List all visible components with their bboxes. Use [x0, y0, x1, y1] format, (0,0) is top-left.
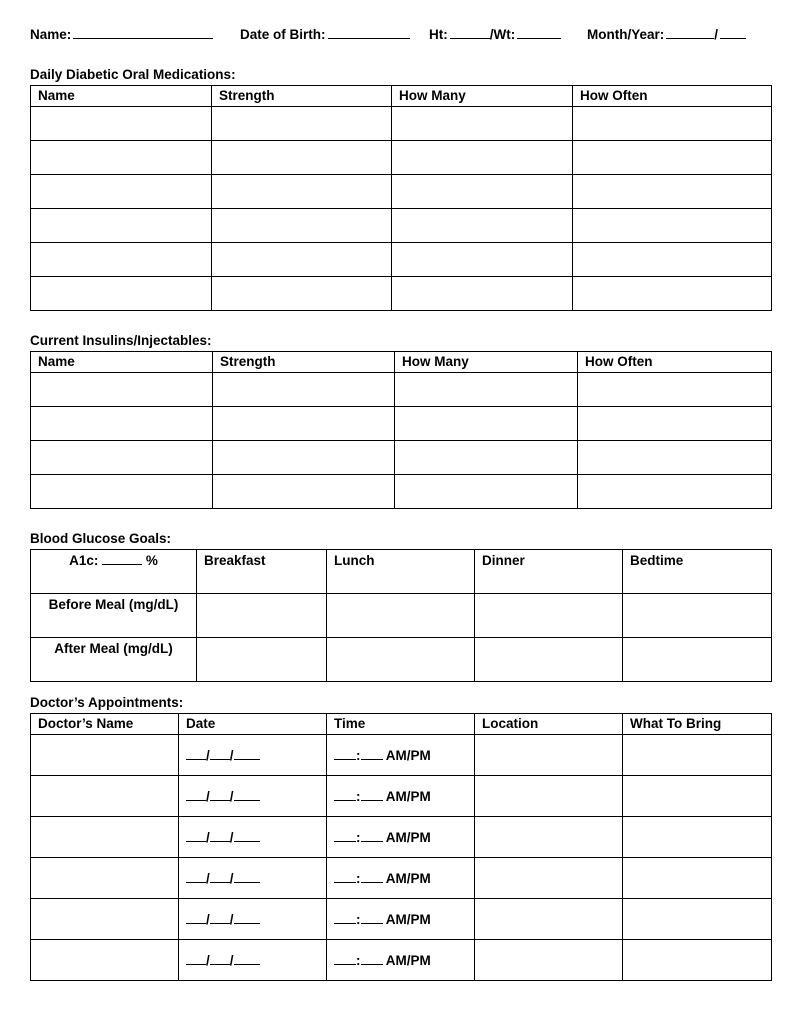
time-cell[interactable] [327, 899, 475, 940]
table-cell[interactable] [578, 373, 772, 407]
date-separator: / [229, 911, 234, 927]
month-blank[interactable] [186, 872, 206, 883]
table-row [31, 107, 772, 141]
table-row [31, 594, 772, 638]
year-blank[interactable] [234, 872, 260, 883]
insulins-table [30, 351, 772, 509]
table-row [31, 776, 772, 817]
table-row [31, 373, 772, 407]
wt-label: /Wt: [489, 27, 516, 42]
table-cell[interactable] [395, 407, 578, 441]
ampm-label: AM/PM [385, 911, 431, 927]
day-blank[interactable] [210, 831, 230, 842]
table-row [31, 899, 772, 940]
table-header-row [31, 352, 772, 373]
table-cell[interactable] [197, 638, 327, 682]
date-cell[interactable] [179, 776, 327, 817]
table-cell[interactable] [31, 817, 179, 858]
column-header: Doctor’s Name [31, 714, 179, 735]
table-cell[interactable] [392, 107, 573, 141]
year-blank[interactable] [234, 954, 260, 965]
ampm-label: AM/PM [385, 952, 431, 968]
column-header: Breakfast [197, 550, 327, 594]
table-cell[interactable] [578, 441, 772, 475]
day-blank[interactable] [210, 749, 230, 760]
table-cell[interactable] [475, 594, 623, 638]
oral-meds-table [30, 85, 772, 311]
column-header: Dinner [475, 550, 623, 594]
table-row [31, 441, 772, 475]
time-cell[interactable] [327, 858, 475, 899]
date-cell[interactable] [179, 899, 327, 940]
time-separator: : [356, 747, 361, 763]
month-blank[interactable] [186, 954, 206, 965]
column-header: Name [31, 86, 212, 107]
date-separator: / [229, 829, 234, 845]
table-cell[interactable] [212, 141, 392, 175]
table-cell[interactable] [31, 209, 212, 243]
year-blank[interactable] [234, 913, 260, 924]
time-separator: : [356, 911, 361, 927]
hour-blank[interactable] [334, 954, 356, 965]
hour-blank[interactable] [334, 790, 356, 801]
date-separator: / [206, 747, 210, 763]
dob-field[interactable] [240, 26, 410, 42]
table-row [31, 735, 772, 776]
table-header-row [31, 550, 772, 594]
table-cell[interactable] [475, 817, 623, 858]
minute-blank[interactable] [361, 749, 383, 760]
hour-blank[interactable] [334, 913, 356, 924]
ht-label: Ht: [429, 27, 448, 42]
date-separator: / [229, 952, 234, 968]
table-row [31, 277, 772, 311]
table-cell[interactable] [578, 407, 772, 441]
ampm-label: AM/PM [385, 829, 431, 845]
table-header-row [31, 86, 772, 107]
insulins-title: Current Insulins/Injectables: [30, 333, 212, 348]
minute-blank[interactable] [361, 872, 383, 883]
column-header: How Many [392, 86, 573, 107]
a1c-label: A1c: [69, 553, 99, 568]
table-cell[interactable] [573, 107, 772, 141]
table-cell[interactable] [623, 940, 772, 981]
table-cell[interactable] [31, 175, 212, 209]
year-blank[interactable] [234, 749, 260, 760]
column-header: What To Bring [623, 714, 772, 735]
table-row [31, 407, 772, 441]
table-cell[interactable] [31, 107, 212, 141]
time-separator: : [356, 788, 361, 804]
table-cell[interactable] [395, 373, 578, 407]
table-cell[interactable] [31, 735, 179, 776]
date-separator: / [229, 747, 234, 763]
date-separator: / [229, 870, 234, 886]
table-cell[interactable] [392, 209, 573, 243]
column-header: How Many [395, 352, 578, 373]
hour-blank[interactable] [334, 831, 356, 842]
day-blank[interactable] [210, 790, 230, 801]
table-row [31, 141, 772, 175]
date-cell[interactable] [179, 817, 327, 858]
month-blank[interactable] [186, 749, 206, 760]
day-blank[interactable] [210, 913, 230, 924]
table-cell[interactable] [395, 475, 578, 509]
time-cell[interactable] [327, 735, 475, 776]
ht-blank[interactable] [450, 26, 490, 39]
table-row [31, 243, 772, 277]
month-blank[interactable] [666, 26, 714, 39]
table-row [31, 475, 772, 509]
table-cell[interactable] [31, 858, 179, 899]
a1c-cell[interactable] [31, 550, 197, 594]
table-cell[interactable] [475, 899, 623, 940]
column-header: Bedtime [623, 550, 772, 594]
wt-blank[interactable] [517, 26, 561, 39]
row-label-after-meal: After Meal (mg/dL) [31, 638, 197, 682]
table-header-row [31, 714, 772, 735]
table-cell[interactable] [213, 441, 395, 475]
table-cell[interactable] [31, 441, 213, 475]
date-cell[interactable] [179, 940, 327, 981]
time-separator: : [356, 952, 361, 968]
table-row [31, 175, 772, 209]
ampm-label: AM/PM [385, 788, 431, 804]
column-header: How Often [573, 86, 772, 107]
time-separator: : [356, 829, 361, 845]
column-header: Name [31, 352, 213, 373]
percent-label: % [145, 553, 158, 568]
table-cell[interactable] [573, 141, 772, 175]
hour-blank[interactable] [334, 749, 356, 760]
table-cell[interactable] [623, 594, 772, 638]
table-cell[interactable] [573, 175, 772, 209]
name-blank[interactable] [73, 26, 213, 39]
year-blank[interactable] [234, 831, 260, 842]
date-separator: / [206, 829, 210, 845]
table-cell[interactable] [573, 243, 772, 277]
ht-wt-field[interactable] [429, 26, 561, 42]
glucose-title: Blood Glucose Goals: [30, 531, 172, 546]
table-cell[interactable] [578, 475, 772, 509]
date-separator: / [206, 870, 210, 886]
date-cell[interactable] [179, 735, 327, 776]
table-cell[interactable] [475, 735, 623, 776]
table-cell[interactable] [395, 441, 578, 475]
table-cell[interactable] [31, 776, 179, 817]
date-cell[interactable] [179, 858, 327, 899]
table-cell[interactable] [623, 638, 772, 682]
glucose-goals-table [30, 549, 772, 682]
day-blank[interactable] [210, 872, 230, 883]
table-cell[interactable] [212, 243, 392, 277]
table-cell[interactable] [475, 858, 623, 899]
table-cell[interactable] [623, 899, 772, 940]
ampm-label: AM/PM [385, 747, 431, 763]
table-cell[interactable] [213, 373, 395, 407]
oral-meds-title: Daily Diabetic Oral Medications: [30, 67, 236, 82]
table-cell[interactable] [31, 373, 213, 407]
table-cell[interactable] [31, 243, 212, 277]
table-cell[interactable] [392, 243, 573, 277]
table-row [31, 817, 772, 858]
column-header: How Often [578, 352, 772, 373]
table-cell[interactable] [212, 209, 392, 243]
minute-blank[interactable] [361, 954, 383, 965]
date-separator: / [206, 952, 210, 968]
date-separator: / [206, 788, 210, 804]
table-cell[interactable] [31, 475, 213, 509]
table-cell[interactable] [327, 638, 475, 682]
column-header: Strength [212, 86, 392, 107]
date-separator: / [206, 911, 210, 927]
minute-blank[interactable] [361, 790, 383, 801]
column-header: Lunch [327, 550, 475, 594]
dob-blank[interactable] [328, 26, 410, 39]
table-cell[interactable] [623, 735, 772, 776]
row-label-before-meal: Before Meal (mg/dL) [31, 594, 197, 638]
table-cell[interactable] [623, 858, 772, 899]
column-header: Strength [213, 352, 395, 373]
table-cell[interactable] [623, 817, 772, 858]
table-row [31, 638, 772, 682]
month-blank[interactable] [186, 913, 206, 924]
table-cell[interactable] [212, 175, 392, 209]
name-label: Name: [30, 27, 72, 42]
year-blank[interactable] [234, 790, 260, 801]
column-header: Location [475, 714, 623, 735]
table-cell[interactable] [392, 141, 573, 175]
table-cell[interactable] [475, 638, 623, 682]
table-row [31, 858, 772, 899]
appointments-title: Doctor’s Appointments: [30, 695, 184, 710]
column-header: Date [179, 714, 327, 735]
table-row [31, 940, 772, 981]
month-year-label: Month/Year: [587, 27, 665, 42]
table-cell[interactable] [31, 277, 212, 311]
month-blank[interactable] [186, 831, 206, 842]
date-separator: / [229, 788, 234, 804]
table-cell[interactable] [327, 594, 475, 638]
table-cell[interactable] [31, 899, 179, 940]
table-cell[interactable] [213, 407, 395, 441]
table-cell[interactable] [197, 594, 327, 638]
table-cell[interactable] [573, 277, 772, 311]
time-cell[interactable] [327, 776, 475, 817]
table-cell[interactable] [623, 776, 772, 817]
day-blank[interactable] [210, 954, 230, 965]
table-cell[interactable] [31, 940, 179, 981]
minute-blank[interactable] [361, 831, 383, 842]
dob-label: Date of Birth: [240, 27, 326, 42]
appointments-table [30, 713, 772, 981]
column-header: Time [327, 714, 475, 735]
time-cell[interactable] [327, 940, 475, 981]
name-field[interactable] [30, 26, 213, 42]
table-cell[interactable] [212, 277, 392, 311]
table-cell[interactable] [475, 776, 623, 817]
table-cell[interactable] [392, 277, 573, 311]
year-blank[interactable] [720, 26, 746, 39]
a1c-blank[interactable] [102, 554, 142, 565]
table-row [31, 209, 772, 243]
month-blank[interactable] [186, 790, 206, 801]
table-cell[interactable] [213, 475, 395, 509]
table-cell[interactable] [392, 175, 573, 209]
time-separator: : [356, 870, 361, 886]
time-cell[interactable] [327, 817, 475, 858]
table-cell[interactable] [212, 107, 392, 141]
month-year-slash: / [714, 27, 719, 42]
table-cell[interactable] [31, 407, 213, 441]
minute-blank[interactable] [361, 913, 383, 924]
ampm-label: AM/PM [385, 870, 431, 886]
table-cell[interactable] [573, 209, 772, 243]
month-year-field[interactable] [587, 26, 746, 42]
table-cell[interactable] [475, 940, 623, 981]
table-cell[interactable] [31, 141, 212, 175]
hour-blank[interactable] [334, 872, 356, 883]
